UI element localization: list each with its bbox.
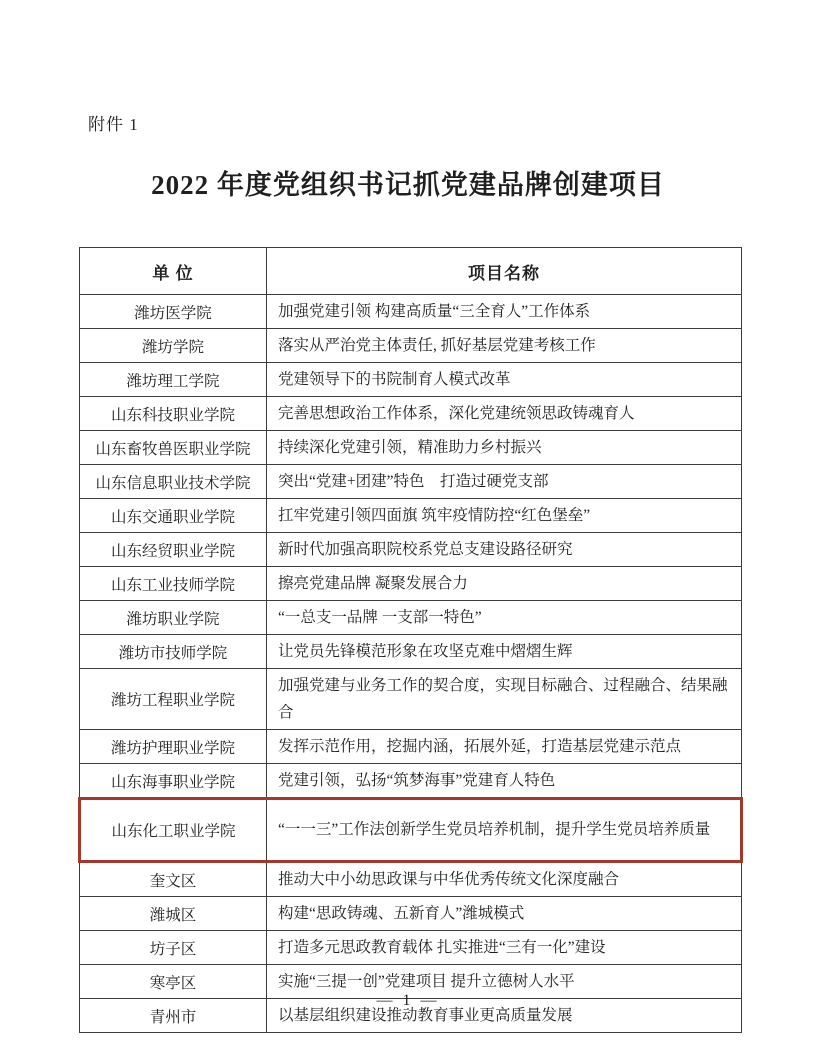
project-name-cell: 打造多元思政教育载体 扎实推进“三有一化”建设 <box>267 931 742 965</box>
unit-cell: 潍坊理工学院 <box>80 363 267 397</box>
table-row <box>80 465 742 499</box>
column-header-project: 项目名称 <box>267 248 742 295</box>
table-row <box>80 431 742 465</box>
unit-cell: 潍坊学院 <box>80 329 267 363</box>
project-name-cell: 完善思想政治工作体系，深化党建统领思政铸魂育人 <box>267 397 742 431</box>
project-name-cell: 新时代加强高职院校系党总支建设路径研究 <box>267 533 742 567</box>
unit-cell: 潍坊护理职业学院 <box>80 730 267 764</box>
project-name-cell: 加强党建引领 构建高质量“三全育人”工作体系 <box>267 295 742 329</box>
table-header-row <box>80 248 742 295</box>
table-row <box>80 533 742 567</box>
unit-cell: 寒亭区 <box>80 965 267 999</box>
project-name-cell: 党建引领，弘扬“筑梦海事”党建育人特色 <box>267 764 742 799</box>
unit-cell: 潍坊工程职业学院 <box>80 669 267 730</box>
table-row <box>80 635 742 669</box>
project-name-cell: 发挥示范作用，挖掘内涵，拓展外延，打造基层党建示范点 <box>267 730 742 764</box>
page-number: — 1 — <box>376 992 440 1009</box>
table-row <box>80 931 742 965</box>
project-name-cell: “一一三”工作法创新学生党员培养机制，提升学生党员培养质量 <box>267 799 742 862</box>
project-name-cell: 构建“思政铸魂、五新育人”潍城模式 <box>267 897 742 931</box>
unit-cell: 山东科技职业学院 <box>80 397 267 431</box>
project-name-cell: “一总支一品牌 一支部一特色” <box>267 601 742 635</box>
table-row-highlighted <box>80 799 742 862</box>
unit-cell: 山东信息职业技术学院 <box>80 465 267 499</box>
project-name-cell: 持续深化党建引领，精准助力乡村振兴 <box>267 431 742 465</box>
table-row <box>80 397 742 431</box>
unit-cell: 奎文区 <box>80 862 267 897</box>
table-header <box>80 248 742 295</box>
unit-cell: 潍坊市技师学院 <box>80 635 267 669</box>
unit-cell: 潍坊医学院 <box>80 295 267 329</box>
project-name-cell: 加强党建与业务工作的契合度，实现目标融合、过程融合、结果融合 <box>267 669 742 730</box>
unit-cell: 山东畜牧兽医职业学院 <box>80 431 267 465</box>
table-row <box>80 669 742 730</box>
unit-cell: 山东交通职业学院 <box>80 499 267 533</box>
unit-cell: 山东化工职业学院 <box>80 799 267 862</box>
unit-cell: 青州市 <box>80 999 267 1033</box>
unit-cell: 潍城区 <box>80 897 267 931</box>
table-row <box>80 862 742 897</box>
table-row <box>80 329 742 363</box>
unit-cell: 潍坊职业学院 <box>80 601 267 635</box>
project-name-cell: 让党员先锋模范形象在攻坚克难中熠熠生辉 <box>267 635 742 669</box>
table-row <box>80 295 742 329</box>
project-name-cell: 落实从严治党主体责任, 抓好基层党建考核工作 <box>267 329 742 363</box>
table-row <box>80 363 742 397</box>
column-header-unit: 单 位 <box>80 248 267 295</box>
table-body <box>80 295 742 1033</box>
unit-cell: 坊子区 <box>80 931 267 965</box>
table-row <box>80 730 742 764</box>
table-row <box>80 499 742 533</box>
table-row <box>80 764 742 799</box>
table-row <box>80 567 742 601</box>
unit-cell: 山东海事职业学院 <box>80 764 267 799</box>
project-name-cell: 以基层组织建设推动教育事业更高质量发展 <box>267 999 742 1033</box>
unit-cell: 山东工业技师学院 <box>80 567 267 601</box>
project-name-cell: 扛牢党建引领四面旗 筑牢疫情防控“红色堡垒” <box>267 499 742 533</box>
attachment-label: 附件 1 <box>88 115 139 134</box>
table-row <box>80 601 742 635</box>
projects-table <box>78 247 743 1033</box>
page-title: 2022 年度党组织书记抓党建品牌创建项目 <box>151 170 665 200</box>
table-row <box>80 897 742 931</box>
unit-cell: 山东经贸职业学院 <box>80 533 267 567</box>
project-name-cell: 实施“三提一创”党建项目 提升立德树人水平 <box>267 965 742 999</box>
project-name-cell: 突出“党建+团建”特色 打造过硬党支部 <box>267 465 742 499</box>
project-name-cell: 党建领导下的书院制育人模式改革 <box>267 363 742 397</box>
project-name-cell: 擦亮党建品牌 凝聚发展合力 <box>267 567 742 601</box>
project-name-cell: 推动大中小幼思政课与中华优秀传统文化深度融合 <box>267 862 742 897</box>
